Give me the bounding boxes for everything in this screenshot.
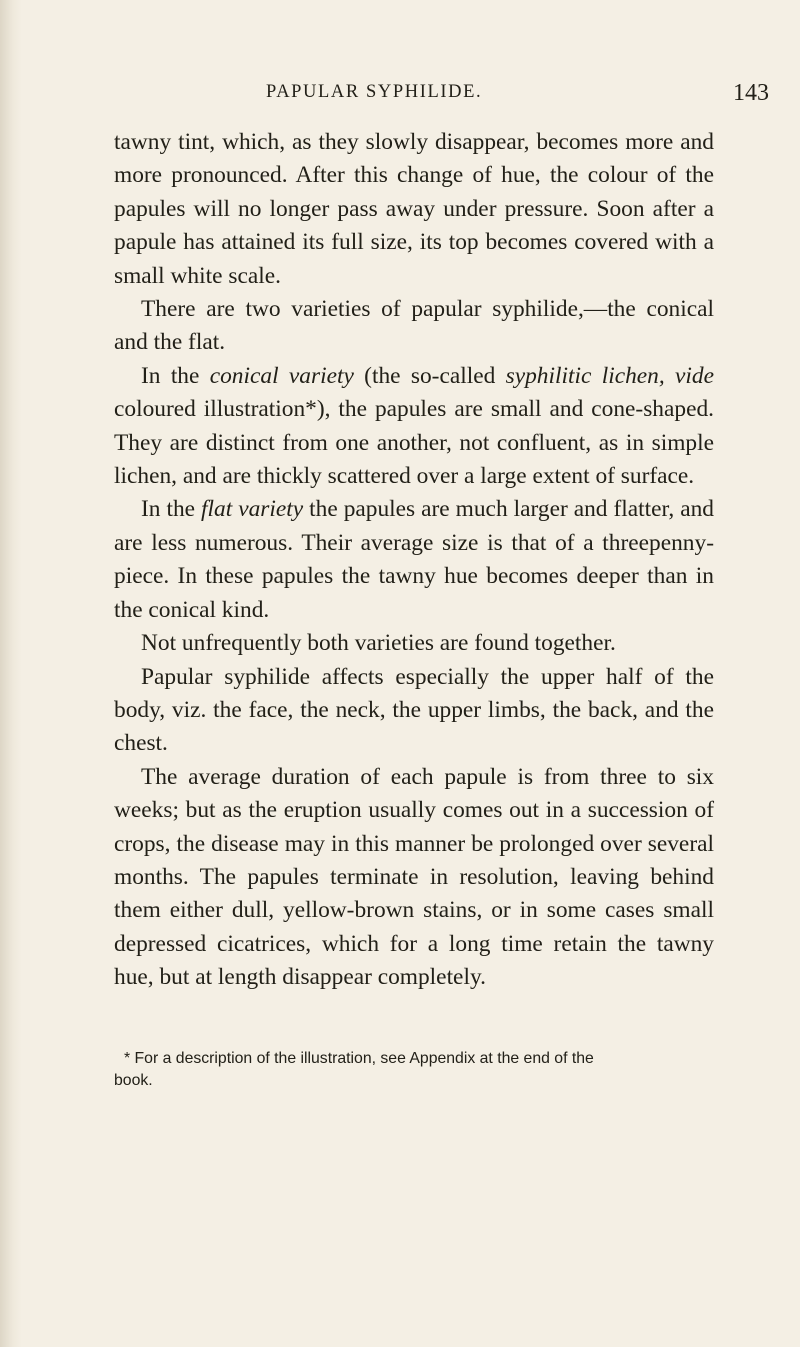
- text-run: In the: [141, 496, 202, 523]
- emphasis-conical-variety: conical variety: [209, 362, 354, 389]
- paragraph-text: Not unfrequently both varieties are found together.: [141, 630, 616, 657]
- paragraph-text: Papular syphilide affects especially the upper half of the body, viz. the face, the neck, the upper limbs, the back, and the chest.: [114, 663, 714, 757]
- paragraph-continued: [114, 126, 714, 293]
- text-run: coloured illustration*), the papules are small and cone-shaped. They are distinct from one another, not confluent, as in simple lichen, and are thickly scattered over a large extent of surface.: [114, 396, 714, 490]
- page-number: 143: [733, 80, 769, 106]
- paragraph-text: The average duration of each papule is from three to six weeks; but as the eruption usually comes out in a succession of crops, the disease may in this manner be prolonged over several months. The papules terminate in resolution, leaving behind them either dull, yellow-brown stains, or in some cases small depressed cicatrices, which for a long time retain the tawny hue, but at length disappear completely.: [114, 763, 714, 991]
- paragraph-conical-variety: [114, 360, 714, 494]
- footnote-line: book.: [114, 1072, 153, 1089]
- paragraph-flat-variety: [114, 493, 714, 627]
- body-text: [114, 126, 714, 995]
- text-run: (the so-called: [353, 362, 506, 389]
- paragraph-duration: [114, 761, 714, 995]
- paragraph-text: tawny tint, which, as they slowly disappear, becomes more and more pronounced. After this change of hue, the colour of the papules will no longer pass away under pressure. Soon after a papule has attained its full size, its top becomes covered with a small white scale.: [114, 129, 714, 289]
- paragraph-text: There are two varieties of papular syphilide,—the conical and the flat.: [114, 296, 714, 356]
- page-header: [0, 80, 800, 110]
- text-run: In the: [141, 362, 210, 389]
- emphasis-flat-variety: flat variety: [201, 496, 304, 523]
- running-head: PAPULAR SYPHILIDE.: [266, 82, 483, 102]
- text-run: the papules are much larger and flatter, and are less numerous. Their average size is that of a threepenny-piece. In these papules the tawny hue becomes deeper than in the conical kind.: [114, 496, 714, 623]
- footnote: [114, 1048, 714, 1092]
- paragraph-both-varieties: [114, 627, 714, 660]
- paragraph-varieties: [114, 293, 714, 360]
- emphasis-syphilitic-lichen: syphilitic lichen, vide: [505, 362, 714, 389]
- paragraph-distribution: [114, 661, 714, 761]
- footnote-line: * For a description of the illustration, see Appendix at the end of the: [124, 1050, 594, 1067]
